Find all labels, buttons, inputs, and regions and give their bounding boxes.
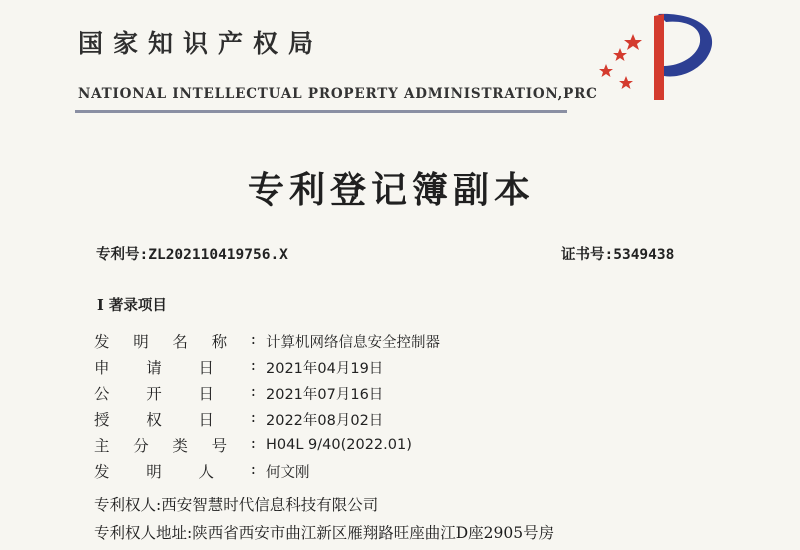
field-label-char: 日 <box>198 359 215 377</box>
field-row <box>94 354 440 380</box>
field-label-char: 称 <box>211 333 228 351</box>
field-value: 2021年04月19日 <box>266 360 384 377</box>
field-value: 2022年08月02日 <box>266 412 384 429</box>
organization-name-cn: 国家知识产权局 <box>78 29 324 58</box>
field-row <box>94 380 440 406</box>
field-row <box>94 328 440 354</box>
field-value: 2021年07月16日 <box>266 386 384 403</box>
field-label-char: 分 <box>133 437 149 455</box>
field-label-char: 人 <box>198 463 215 481</box>
field-value: 何文刚 <box>266 464 310 481</box>
field-label <box>94 382 266 404</box>
field-label-char: : <box>250 408 256 426</box>
field-label-char: 明 <box>133 333 149 351</box>
field-row <box>94 406 440 432</box>
field-label-char: : <box>250 330 256 348</box>
field-label-char: : <box>250 434 256 452</box>
field-label-char: 请 <box>146 359 162 377</box>
patent-number: 专利号:ZL202110419756.X <box>96 247 288 263</box>
field-label <box>94 460 266 482</box>
field-value: H04L 9/40(2022.01) <box>266 437 412 453</box>
field-label <box>94 434 266 456</box>
field-label-char: : <box>250 460 256 478</box>
bibliographic-fields <box>94 328 440 484</box>
field-label-char: 类 <box>172 437 188 455</box>
field-label-char: 日 <box>198 385 215 403</box>
field-label-char: 明 <box>146 463 162 481</box>
field-label <box>94 330 266 352</box>
field-label-char: 名 <box>172 333 188 351</box>
patent-owner-address: 专利权人地址:陕西省西安市曲江新区雁翔路旺座曲江D座2905号房 <box>94 524 555 542</box>
patent-owner: 专利权人:西安智慧时代信息科技有限公司 <box>94 496 379 514</box>
field-label-char: 主 <box>94 437 110 455</box>
cnipa-logo-icon <box>596 4 726 104</box>
field-label-char: 权 <box>146 411 162 429</box>
document-title: 专利登记簿副本 <box>248 169 536 211</box>
field-label-char: 发 <box>94 463 110 481</box>
certificate-number: 证书号:5349438 <box>561 247 675 263</box>
field-label-char: 日 <box>198 411 215 429</box>
field-row <box>94 432 440 458</box>
organization-name-en: NATIONAL INTELLECTUAL PROPERTY ADMINISTRATION,PRC <box>78 86 598 102</box>
field-label-char: 申 <box>94 359 110 377</box>
field-label-char: : <box>250 382 256 400</box>
header-divider <box>75 110 567 113</box>
field-label-char: 授 <box>94 411 110 429</box>
field-row <box>94 458 440 484</box>
field-value: 计算机网络信息安全控制器 <box>266 334 440 351</box>
field-label-char: : <box>250 356 256 374</box>
field-label-char: 号 <box>211 437 228 455</box>
field-label-char: 发 <box>94 333 110 351</box>
section-heading: I 著录项目 <box>97 297 167 314</box>
field-label-char: 公 <box>94 385 110 403</box>
field-label <box>94 356 266 378</box>
field-label-char: 开 <box>146 385 162 403</box>
field-label <box>94 408 266 430</box>
